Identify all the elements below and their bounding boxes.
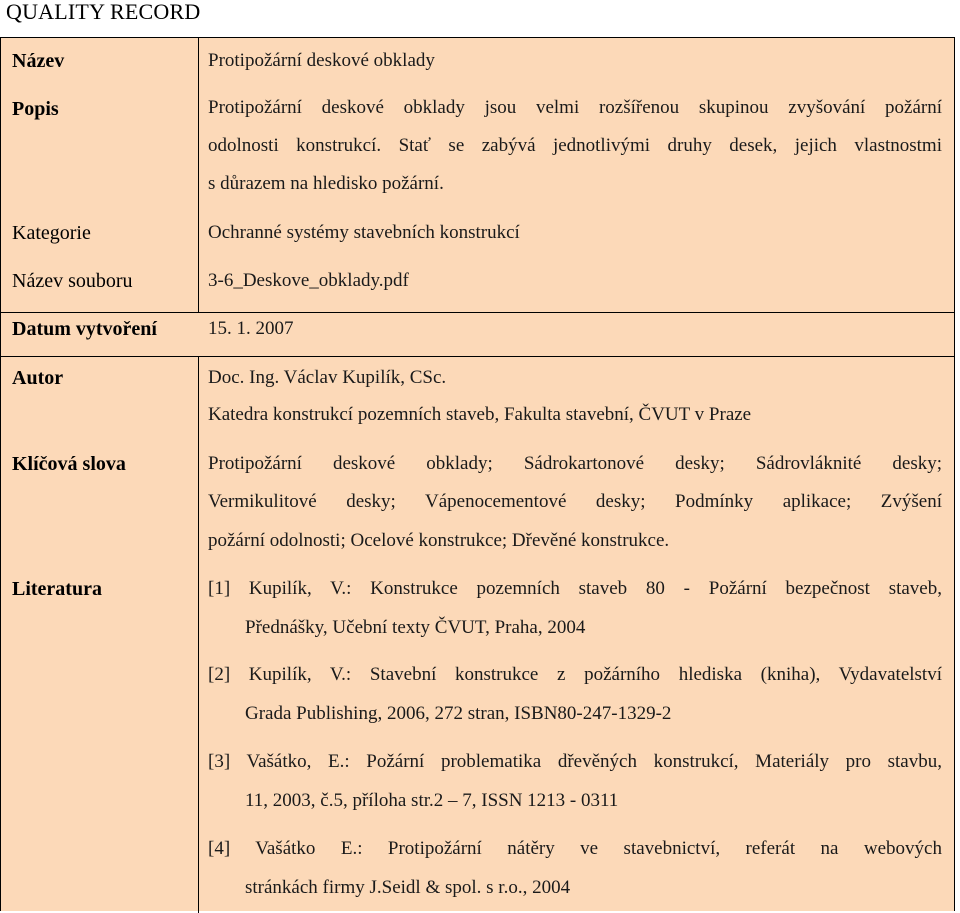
column-divider-bottom xyxy=(198,356,199,913)
autor-label: Autor xyxy=(12,367,64,389)
reference-2-line-2: Grada Publishing, 2006, 272 stran, ISBN80-247-1329-2 xyxy=(245,703,672,724)
reference-1 xyxy=(208,577,942,640)
klicova-slova-line-3: požární odolnosti; Ocelové konstrukce; Dřevěné konstrukce. xyxy=(208,530,670,551)
reference-4-line-1: [4] Vašátko E.: Protipožární nátěry ve stavebnictví, referát na webových xyxy=(208,838,942,859)
row-divider-datum-top xyxy=(0,312,955,313)
popis-label: Popis xyxy=(12,98,59,120)
autor-affiliation: Katedra konstrukcí pozemních staveb, Fakulta stavební, ČVUT v Praze xyxy=(208,404,752,425)
datum-value: 15. 1. 2007 xyxy=(208,318,294,339)
row-divider-datum-bottom xyxy=(0,356,955,357)
klicova-slova-label: Klíčová slova xyxy=(12,453,126,475)
reference-3-line-1: [3] Vašátko, E.: Požární problematika dřevěných konstrukcí, Materiály pro stavbu, xyxy=(208,751,942,772)
reference-3 xyxy=(208,750,942,813)
popis-line-3: s důrazem na hledisko požární. xyxy=(208,173,444,194)
autor-name: Doc. Ing. Václav Kupilík, CSc. xyxy=(208,367,447,388)
reference-4 xyxy=(208,837,942,900)
reference-4-line-2: stránkách firmy J.Seidl & spol. s r.o., 2004 xyxy=(245,877,571,898)
reference-2-line-1: [2] Kupilík, V.: Stavební konstrukce z požárního hlediska (kniha), Vydavatelství xyxy=(208,664,942,685)
datum-label: Datum vytvoření xyxy=(12,318,157,340)
reference-1-line-1: [1] Kupilík, V.: Konstrukce pozemních staveb 80 - Požární bezpečnost staveb, xyxy=(208,578,942,599)
reference-2 xyxy=(208,663,942,726)
nazev-label: Název xyxy=(12,50,65,72)
reference-3-line-2: 11, 2003, č.5, příloha str.2 – 7, ISSN 1213 - 0311 xyxy=(245,790,619,811)
soubor-value: 3-6_Deskove_obklady.pdf xyxy=(208,270,409,291)
klicova-slova-line-2: Vermikulitové desky; Vápenocementové desky; Podmínky aplikace; Zvýšení xyxy=(208,491,942,512)
kategorie-label: Kategorie xyxy=(12,222,91,244)
klicova-slova-line-1: Protipožární deskové obklady; Sádrokartonové desky; Sádrovláknité desky; xyxy=(208,453,942,474)
column-divider-top xyxy=(198,37,199,313)
popis-line-1: Protipožární deskové obklady jsou velmi rozšířenou skupinou zvyšování požární xyxy=(208,97,942,118)
nazev-value: Protipožární deskové obklady xyxy=(208,50,435,71)
page-title: QUALITY RECORD xyxy=(6,0,201,24)
reference-1-line-2: Přednášky, Učební texty ČVUT, Praha, 2004 xyxy=(245,617,586,638)
literatura-label: Literatura xyxy=(12,578,102,600)
soubor-label: Název souboru xyxy=(12,270,133,292)
popis-line-2: odolnosti konstrukcí. Stať se zabývá jednotlivými druhy desek, jejich vlastnostmi xyxy=(208,135,942,156)
kategorie-value: Ochranné systémy stavebních konstrukcí xyxy=(208,222,520,243)
